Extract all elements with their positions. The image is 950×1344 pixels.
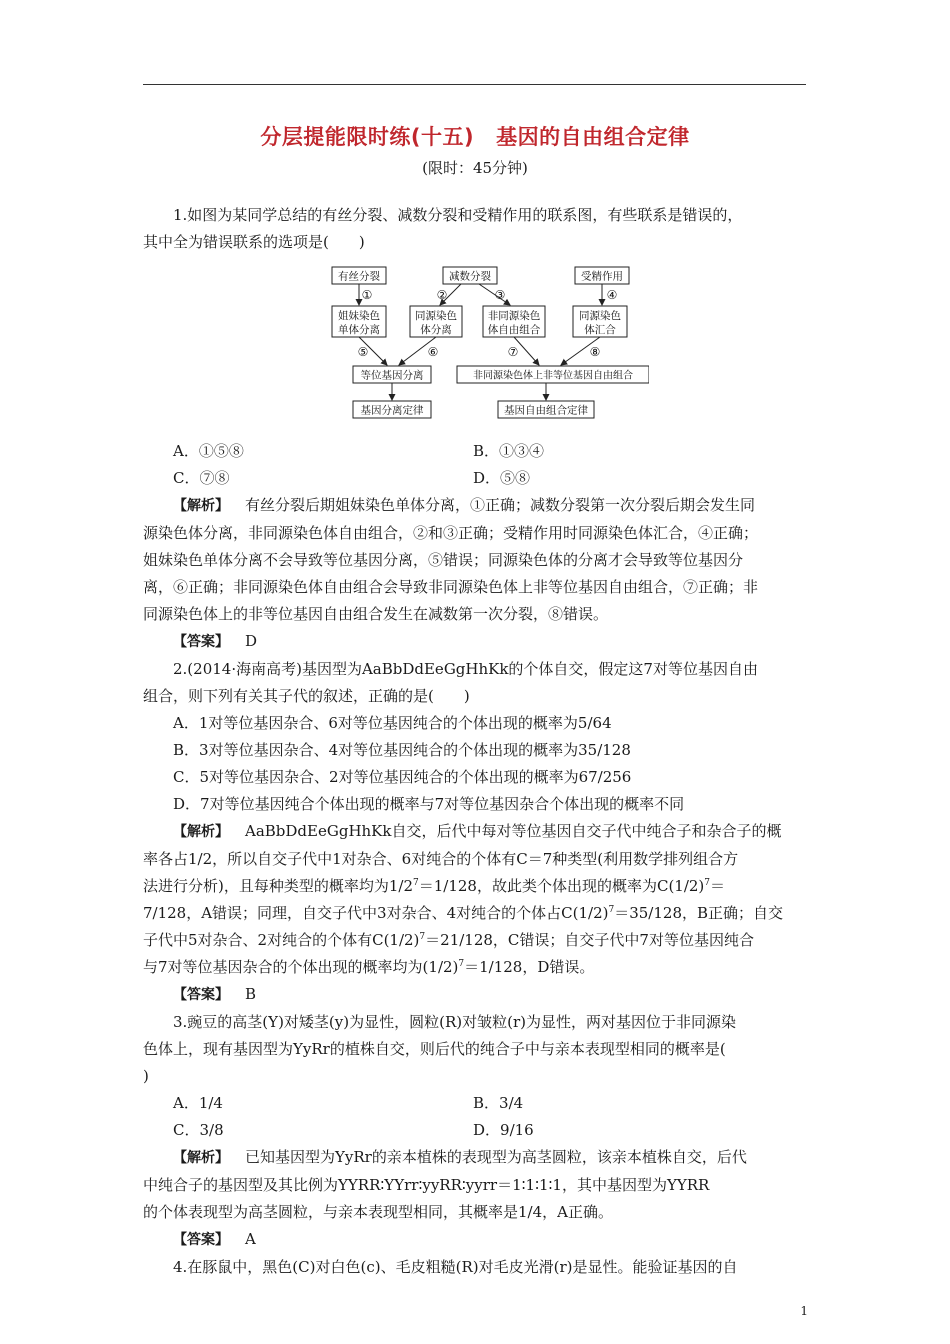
q1-stem-line1: 1.如图为某同学总结的有丝分裂、减数分裂和受精作用的联系图，有些联系是错误的， [173, 206, 743, 224]
box-allele-sep-label: 等位基因分离 [360, 369, 424, 382]
q1-options-row2 [143, 465, 806, 492]
q3-options-row2 [143, 1117, 806, 1144]
q3-option-b[interactable]: B．3/4 [473, 1094, 524, 1112]
q2-analysis-line5: 子代中5对杂合、2对纯合的个体有$C(1/2)^7=21/128$，C错误；自交子代中7对等位基因纯合 [143, 931, 754, 949]
q4-stem-line1: 4.在豚鼠中，黑色(C)对白色(c)、毛皮粗糙(R)对毛皮光滑(r)是显性。能验证基因的自 [173, 1258, 738, 1276]
q3-option-c[interactable]: C．3/8 [173, 1121, 224, 1139]
q3-option-d[interactable]: D．9/16 [473, 1121, 534, 1139]
q3-analysis-line2: 中纯合子的基因型及其比例为YYRR∶YYrr∶yyRR∶yyrr＝1∶1∶1∶1，其中基因型为YYRR [143, 1176, 710, 1194]
box-mitosis-label: 有丝分裂 [338, 270, 380, 283]
q1-analysis-line4: 离，⑥正确；非同源染色体自由组合会导致非同源染色体上非等位基因自由组合，⑦正确；非 [143, 578, 759, 596]
q1-option-c[interactable]: C．⑦⑧ [173, 469, 230, 487]
header-rule [143, 84, 806, 85]
box-homolog-sep-label-2: 体分离 [420, 324, 452, 336]
q1-analysis-line3: 姐妹染色单体分离不会导致等位基因分离，⑤错误；同源染色体的分离才会导致等位基因分 [143, 551, 744, 569]
label-4: ④ [606, 288, 618, 302]
q2-option-a[interactable]: A．1对等位基因杂合、6对等位基因纯合的个体出现的概率为5/64 [173, 714, 612, 732]
q1-answer-tag: 【答案】 [173, 634, 229, 650]
label-2: ② [436, 288, 448, 302]
box-nonhomolog-label-1: 非同源染色 [487, 310, 541, 322]
q2-option-d[interactable]: D．7对等位基因纯合个体出现的概率与7对等位基因杂合个体出现的概率不同 [173, 795, 685, 813]
q2-analysis-line3: 法进行分析)，且每种类型的概率均为$1/2^7=1/128$，故此类个体出现的概率为$C(1/2)^7=$ [143, 877, 726, 895]
label-5: ⑤ [357, 345, 369, 359]
box-law-sep-label: 基因分离定律 [360, 404, 424, 417]
q1-option-b[interactable]: B．①③④ [473, 442, 545, 460]
q1-option-a[interactable]: A．①⑤⑧ [173, 442, 244, 460]
box-sister-label-1: 姐妹染色 [338, 310, 380, 322]
q3-analysis-line3: 的个体表现型为高茎圆粒，与亲本表现型相同，其概率是1/4，A正确。 [143, 1203, 613, 1221]
box-law-free-label: 基因自由组合定律 [504, 404, 588, 417]
q1-option-d[interactable]: D．⑤⑧ [473, 469, 531, 487]
title-series: 分层提能限时练(十五) [260, 125, 475, 149]
box-homolog-join-label-2: 体汇合 [584, 324, 616, 336]
label-7: ⑦ [507, 345, 519, 359]
box-sister-label-2: 单体分离 [338, 324, 380, 336]
q1-answer [143, 628, 806, 656]
q2-stem-line1: 2.(2014·海南高考)基因型为AaBbDdEeGgHhKk的个体自交，假定这7对等位基因自由 [173, 660, 758, 678]
q2-analysis-line2: 率各占1/2，所以自交子代中1对杂合、6对纯合的个体有C＝7种类型(利用数学排列组合方 [143, 850, 739, 868]
q2-stem-line2: 组合，则下列有关其子代的叙述，正确的是( ) [143, 687, 470, 705]
q3-stem-line3: ) [143, 1067, 149, 1085]
page-title [0, 121, 950, 151]
box-meiosis-label: 减数分裂 [449, 270, 491, 283]
q1-relation-diagram [329, 264, 649, 434]
label-3: ③ [494, 288, 506, 302]
time-limit: (限时：45分钟) [422, 159, 528, 177]
q2-option-b[interactable]: B．3对等位基因杂合、4对等位基因纯合的个体出现的概率为35/128 [173, 741, 631, 759]
box-nonallele-label: 非同源染色体上非等位基因自由组合 [473, 370, 633, 382]
q3-stem-line2: 色体上，现有基因型为YyRr的植株自交，则后代的纯合子中与亲本表现型相同的概率是( [143, 1040, 726, 1058]
q2-analysis-tag: 【解析】 [173, 824, 229, 840]
q3-answer [143, 1226, 806, 1254]
q1-analysis-line1: 【解析】 有丝分裂后期姐妹染色单体分离，①正确；减数分裂第一次分裂后期会发生同 [173, 496, 756, 514]
box-homolog-join-label-1: 同源染色 [579, 310, 621, 322]
q2-answer-value: B [245, 985, 257, 1003]
title-topic: 基因的自由组合定律 [496, 125, 690, 149]
q1-analysis-line2: 源染色体分离，非同源染色体自由组合，②和③正确；受精作用时同源染色体汇合，④正确； [143, 524, 759, 542]
box-fertilization-label: 受精作用 [581, 270, 623, 283]
q1-analysis-tag: 【解析】 [173, 498, 229, 514]
q3-analysis-line1: 【解析】 已知基因型为YyRr的亲本植株的表现型为高茎圆粒，该亲本植株自交，后代 [173, 1148, 747, 1166]
label-6: ⑥ [427, 345, 439, 359]
q3-answer-tag: 【答案】 [173, 1232, 229, 1248]
q2-option-c[interactable]: C．5对等位基因杂合、2对等位基因纯合的个体出现的概率为67/256 [173, 768, 632, 786]
question-content [143, 202, 806, 1281]
q2-analysis-line6: 与7对等位基因杂合的个体出现的概率均为$(1/2)^7=1/128$，D错误。 [143, 958, 595, 976]
q3-option-a[interactable]: A．1/4 [173, 1094, 223, 1112]
q2-analysis-line1: 【解析】 AaBbDdEeGgHhKk自交，后代中每对等位基因自交子代中纯合子和杂合子的概 [173, 822, 782, 840]
q1-analysis-line5: 同源染色体上的非等位基因自由组合发生在减数第一次分裂，⑧错误。 [143, 605, 609, 623]
q1-answer-value: D [245, 632, 258, 650]
q3-options-row1 [143, 1090, 806, 1117]
q1-options-row1 [143, 438, 806, 465]
q3-answer-value: A [245, 1230, 256, 1248]
box-nonhomolog-label-2: 体自由组合 [487, 324, 541, 336]
q2-answer-tag: 【答案】 [173, 987, 229, 1003]
label-8: ⑧ [589, 345, 601, 359]
q3-analysis-tag: 【解析】 [173, 1150, 229, 1166]
box-homolog-sep-label-1: 同源染色 [415, 310, 457, 322]
q1-stem-line2: 其中全为错误联系的选项是( ) [143, 233, 365, 251]
q2-answer [143, 981, 806, 1009]
q2-analysis-line4: 7/128，A错误；同理，自交子代中3对杂合、4对纯合的个体占$C(1/2)^7=35/128$，B正确；自交 [143, 904, 784, 922]
label-1: ① [361, 288, 373, 302]
q3-stem-line1: 3.豌豆的高茎(Y)对矮茎(y)为显性，圆粒(R)对皱粒(r)为显性，两对基因位于非同源染 [173, 1013, 736, 1031]
page-number: 1 [800, 1304, 808, 1318]
